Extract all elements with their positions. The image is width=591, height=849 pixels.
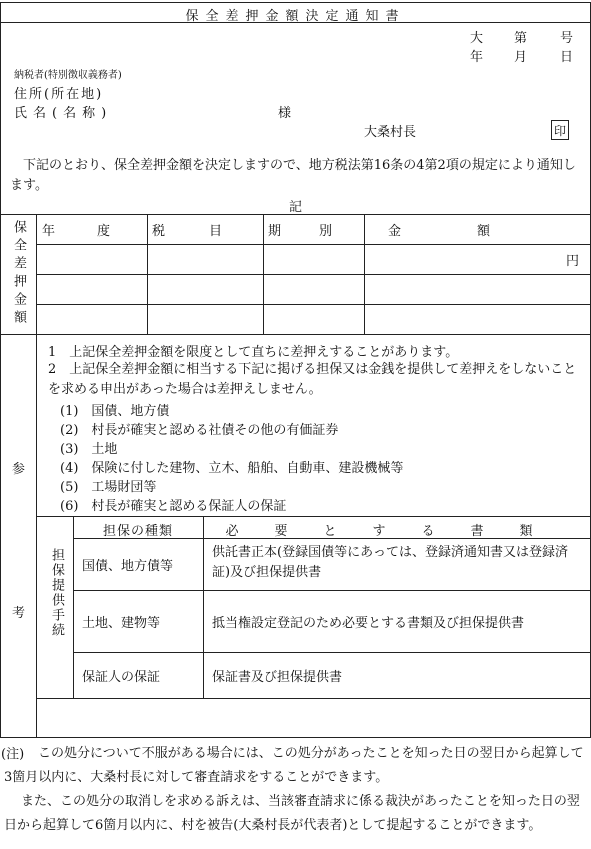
date-year: 年 [470,50,484,65]
date-day: 日 [560,50,574,65]
header-tax-item: 税目 [152,224,267,239]
subitem-3: (3) 土地 [60,442,118,457]
reference-item-1: 1 上記保全差押金額を限度として直ちに差押えすることがあります。 [48,345,459,360]
document-number-go: 号 [560,31,574,46]
notes-label: (注) [1,747,25,762]
document-title: 保全差押金額決定通知書 [185,9,406,24]
official-seal: 印 [551,120,569,140]
header-fiscal-year: 年度 [42,224,153,239]
collateral-docs-2: 抵当権設定登記のため必要とする書類及び担保提供書 [212,615,525,631]
subitem-2: (2) 村長が確実と認める社債その他の有価証券 [60,423,339,438]
subitem-5: (5) 工場財団等 [60,480,157,495]
collateral-kind-3: 保証人の保証 [82,669,161,685]
amount-unit: 円 [566,254,580,269]
reference-item-2: 2 上記保全差押金額に相当する下記に掲げる担保又は金銭を提供して差押えをしないことを求める申出があった場合は差押えしません。 [48,362,577,397]
honorific: 様 [278,106,292,121]
collateral-header-docs: 必要とする書類 [225,524,569,539]
taxpayer-label: 納税者(特別徴収義務者) [14,70,122,81]
subitem-6: (6) 村長が確実と認める保証人の保証 [60,499,287,514]
header-period: 期別 [268,224,371,239]
subitem-4: (4) 保険に付した建物、立木、船舶、自動車、建設機械等 [60,461,404,476]
date-month: 月 [514,50,528,65]
notice-body: 下記のとおり、保全差押金額を決定しますので、地方税法第16条の4第2項の規定により通知します。 [10,158,576,193]
document-number-dai: 第 [514,31,528,46]
collateral-docs-1: 供託書正本(登録国債等にあっては、登録済通知書又は登録済証)及び担保提供書 [212,545,568,580]
collateral-side-label: 担保提供手続 [49,548,64,638]
notes-paragraph-2: また、この処分の取消しを求める訴えは、当該審査請求に係る裁決があったことを知った日の翌日から起算して6箇月以内に、村を被告(大桑村長が代表者)として提起することができます。 [4,794,580,833]
collateral-header-kind: 担保の種類 [102,524,173,539]
collateral-docs-3: 保証書及び担保提供書 [212,669,343,685]
address-label: 住所(所在地) [14,87,104,102]
ki-mark: 記 [289,200,303,215]
subitem-1: (1) 国債、地方債 [60,404,170,419]
collateral-kind-1: 国債、地方債等 [82,558,174,574]
reference-label-top: 参 [12,462,26,477]
header-amount: 金額 [387,224,566,239]
reference-label-bottom: 考 [12,606,26,621]
notes-paragraph-1: この処分について不服がある場合には、この処分があったことを知った日の翌日から起算して3箇月以内に、大桑村長に対して審査請求をすることができます。 [4,746,584,785]
issuer-name: 大桑村長 [364,125,417,140]
collateral-kind-2: 土地、建物等 [82,615,161,631]
name-label: 氏名(名称) [14,106,113,121]
amount-table-side-label: 保全差押金額 [11,220,26,328]
document-number-prefix: 大 [470,31,484,46]
